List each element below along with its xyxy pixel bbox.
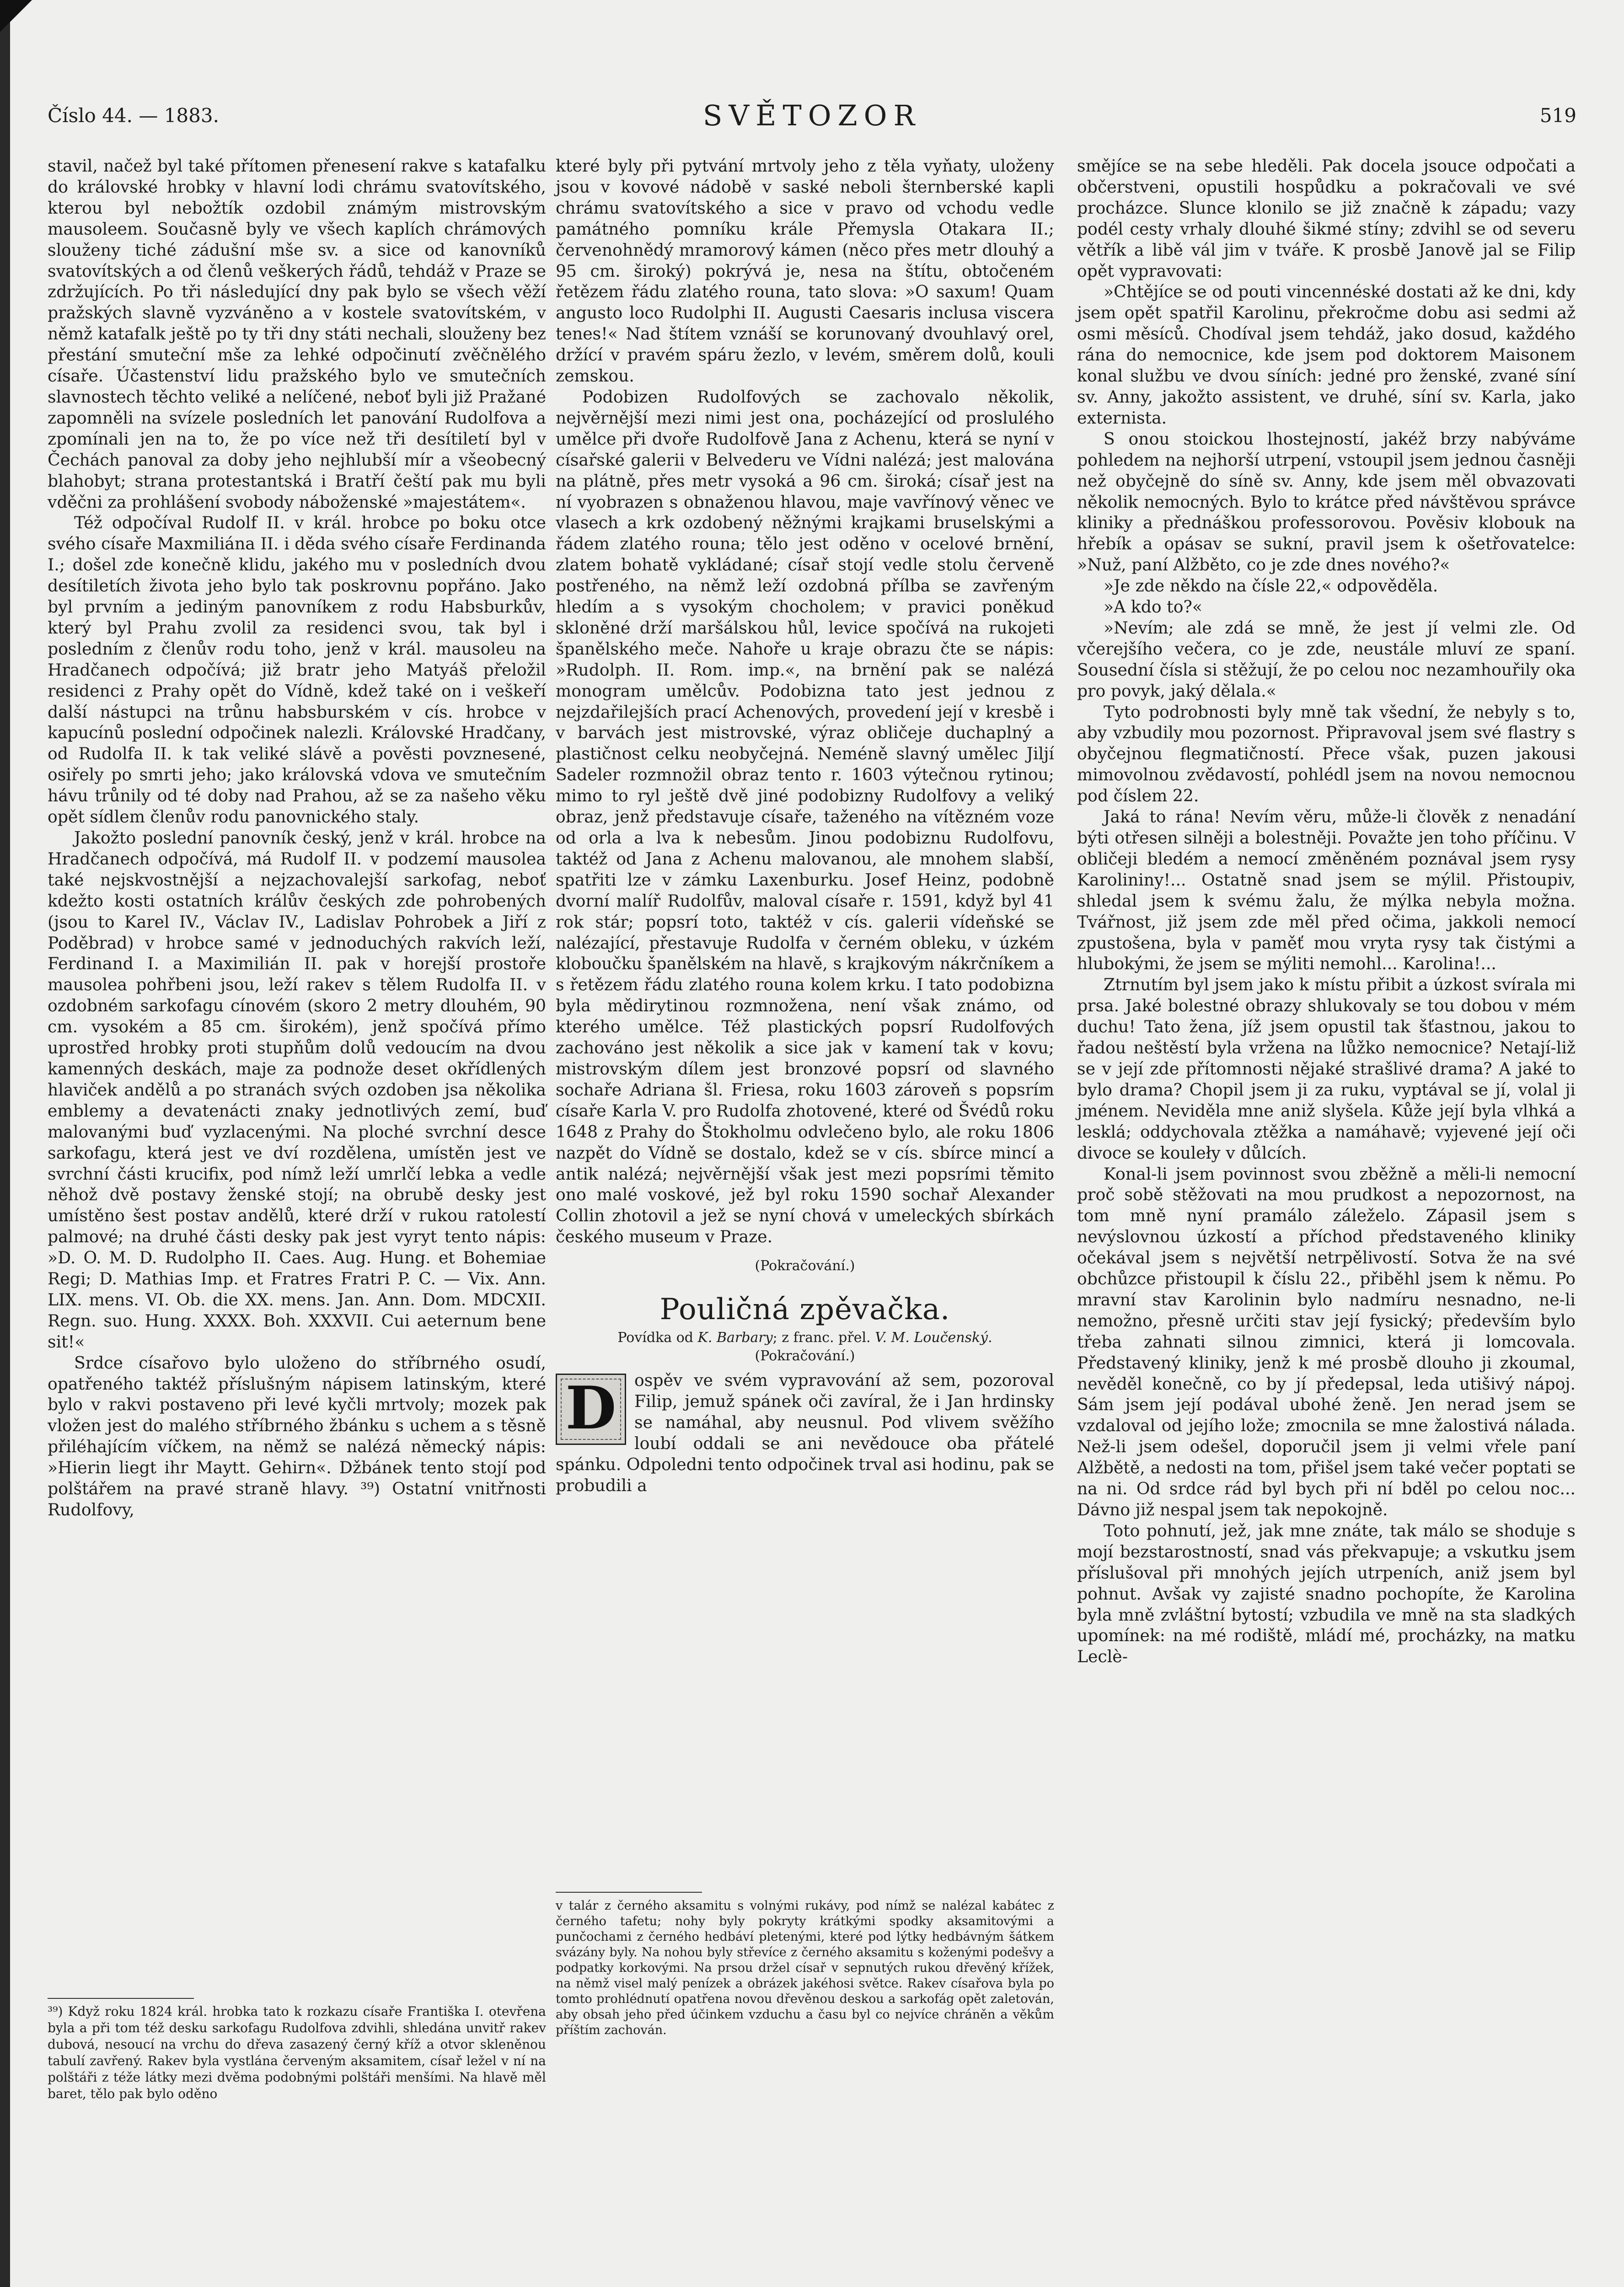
paragraph: Konal-li jsem povinnost svou zběžně a měli-li nemocní proč sobě stěžovati na mou prudkost a nepozornost, na tom mně nyní pramálo záleželo. Zápasil jsem s nevýslovnou úzkostí a příchod představeného kliniky očekával jsem s největší netrpělivostí. Sotva že na své obchůzce přistoupil k číslu 22., přiběhl jsem k němu. Po mravní stav Karolinin bylo nadmíru nesnadno, ne-li nemožno, přesně určiti stav její fysický; především bylo třeba zahnati silnou zimnici, která ji lomcovala. Představený kliniky, jenž k mé prosbě dlouho ji zkoumal, nevěděl konečně, co by jí předepsal, leda utišivý nápoj. Sám jsem její podával ubohé ženě. Jen nerad jsem se vzdaloval od jejího lože; zmocnila se mne žalostivá nálada. Než-li jsem odešel, doporučil jsem ji velmi vřele paní Alžbětě, a nedosti na tom, přišel jsem také večer poptati se na ni. Od srdce rád byl bych při ní bděl po celou noc... Dávno již nespal jsem tak nepokojně. xyxy=(1077,1164,1576,1519)
continuation-note: (Pokračování.) xyxy=(755,1258,855,1274)
paragraph: Tyto podrobnosti byly mně tak všední, že nebyly s to, aby vzbudily mou pozornost. Připravoval jsem své flastry s obyčejnou flegmatičností. Přece však, puzen jakousi mimovolnou zvědavostí, pohlédl jsem na novou nemocnou pod číslem 22. xyxy=(1077,702,1576,806)
paragraph: S onou stoickou lhostejností, jakéž brzy nabýváme pohledem na nejhorší utrpení, vstoupil jsem jednou časněji než obyčejně do síně sv. Anny, kde jsem měl obvazovati několik nemocných. Bylo to krátce před návštěvou správce kliniky a přednáškou professorovou. Pověsiv klobouk na hřebík a opásav se sukní, pravil jsem k ošetřovatelce: »Nuž, paní Alžběto, co je zde dnes nového?« xyxy=(1077,429,1576,575)
footnote-rule xyxy=(556,1892,702,1893)
issue-number: Číslo 44. — 1883. xyxy=(48,104,219,127)
story-author: K. Barbary xyxy=(697,1330,773,1346)
byline-mid: ; z franc. přel. xyxy=(772,1330,875,1346)
column-right xyxy=(1077,156,1576,1667)
paragraph: Jakožto poslední panovník český, jenž v král. hrobce na Hradčanech odpočívá, má Rudolf II. v podzemí mausolea také nejskvostnější a nejzachovalejší sarkofag, neboť kdežto kosti ostatních králův českých zde pohrobených (jsou to Karel IV., Václav IV., Ladislav Pohrobek a Jiří z Poděbrad) v hrobce samé v jednoduchých rakvích leží, Ferdinand I. a Maximilián II. pak v horejší prostoře mausolea pohřbeni jsou, leží rakev s tělem Rudolfa II. v ozdobném sarkofagu cínovém (skoro 2 metry dlouhém, 90 cm. vysokém a 85 cm. širokém), jenž spočívá přímo uprostřed hrobky proti stupňům dolů vedoucím na dvou kamenných deskách, maje za podnože deset okřídlených hlaviček andělů a po stranách svých ozdoben jsa několika emblemy a devatenácti znaky jednotlivých zemí, buď malovanými buď vyzlacenými. Na ploché svrchní desce sarkofagu, která jest ve dví rozdělena, umístěn jest ve svrchní části krucifix, pod nímž leží umrlčí lebka a vedle něhož dvě postavy ženské stojí; na obrubě desky jest umístěno šest postav andělů, které drží v rukou ratolestí palmové; na druhé části desky pak jest vyryt tento nápis: »D. O. M. D. Rudolpho II. Caes. Aug. Hung. et Bohemiae Regi; D. Mathias Imp. et Fratres Fratri P. C. — Vix. Ann. LIX. mens. VI. Ob. die XX. mens. Jan. Ann. Dom. MDCXII. Regn. suo. Hung. XXXX. Boh. XXXVII. Cui aeternum bene sit!« xyxy=(48,828,546,1352)
paragraph: které byly při pytvání mrtvoly jeho z těla vyňaty, uloženy jsou v kovové nádobě v saské neboli šternberské kapli chrámu svatovítského a sice v pravo od vchodu vedle památného pomníku krále Přemysla Otakara II.; červenohnědý mramorový kámen (něco přes metr dlouhý a 95 cm. široký) pokrývá je, nesa na štítu, obtočeném řetězem řádu zlatého rouna, tato slova: »O saxum! Quam angusto loco Rudolphi II. Augusti Caesaris inclusa viscera tenes!« Nad štítem vznáší se korunovaný dvouhlavý orel, držící v pravém spáru žezlo, v levém, směrem dolů, kouli zemskou. xyxy=(556,156,1054,386)
footnote-rule xyxy=(48,1998,194,1999)
story-title: Pouličná zpěvačka. xyxy=(659,1293,950,1327)
paragraph: stavil, načež byl také přítomen přenesení rakve s katafalku do královské hrobky v hlavní lodi chrámu svatovítského, kterou byl nebožtík ozdobil známým mistrovským mausoleem. Současně byly ve všech kaplích chrámových slouženy tiché zádušní mše sv. a sice od kanovníků svatovítských a od členů veškerých řádů, tehdáž v Praze se zdržujících. Po tři následující dny pak bylo se všech věží pražských slavně vyzváněno a v kostele svatovítském, v němž katafalk ještě po ty tři dny státi nechali, slouženy bez přestání smuteční mše za lehké odpočinutí zvěčnělého císaře. Účastenství lidu pražského bylo ve smutečních slavnostech těchto veliké a nelíčené, neboť byli již Pražané zapomněli na svízele posledních let panování Rudolfova a zpomínali jen na to, že po více než tři desítiletí byl v Čechách panoval za doby jeho nejhlubší mír a všeobecný blahobyt; strana protestantská i Bratří čeští pak mu byli vděčni za prohlášení svobody náboženské »majestátem«. xyxy=(48,156,546,512)
page-header xyxy=(48,99,1576,141)
story-translator: V. M. Loučenský xyxy=(875,1330,988,1346)
paragraph: Též odpočíval Rudolf II. v král. hrobce po boku otce svého císaře Maxmiliána II. i děda svého císaře Ferdinanda I.; došel zde konečně klidu, jakého mu v posledních dvou desítiletích života jeho bylo tak poskrovnu popřáno. Jako byl prvním a jediným panovníkem z rodu Habsburkův, který byl Prahu zvolil za residenci svou, tak byl i posledním z členův rodu toho, jenž v král. mausoleu na Hradčanech odpočívá; již bratr jeho Matyáš přeložil residenci z Prahy opět do Vídně, kdež také on i veškeří další nástupci na trůnu habsburském v cís. hrobce v kapucínů poslední odpočinek nalezli. Královské Hradčany, od Rudolfa II. k tak veliké slávě a pověsti povznesené, osiřely po smrti jeho; jako královská vdova ve smutečním hávu trůnily od té doby nad Prahou, až se za našeho věku opět sídlem členův rodu panovnického staly. xyxy=(48,513,546,827)
paragraph: Toto pohnutí, jež, jak mne znáte, tak málo se shoduje s mojí bezstarostností, snad vás překvapuje; a vskutku jsem příslušoval při mnohých jejích utrpeních, aniž jsem byl pohnut. Avšak vy zajisté snadno pochopíte, že Karolina byla mně zvláštní bytostí; vzbudila ve mně na sta sladkých upomínek: na mé rodiště, mládí mé, procházky, na matku Leclè- xyxy=(1077,1520,1576,1667)
paragraph: smějíce se na sebe hleděli. Pak docela jsouce odpočati a občerstveni, opustili hospůdku a pokračovali ve své procházce. Slunce klonilo se již značně k západu; vazy podél cesty vrhaly dlouhé šikmé stíny; zdvihl se od severu větřík a libě vál jim v tváře. K prosbě Janově jal se Filip opět vypravovati: xyxy=(1077,156,1576,281)
paragraph: Podobizen Rudolfových se zachovalo několik, nejvěrnější mezi nimi jest ona, pocházející od proslulého umělce při dvoře Rudolfově Jana z Achenu, která se nyní v císařské galerii v Belvederu ve Vídni nalézá; jest malována na plátně, přes metr vysoká a 96 cm. široká; císař jest na ní vyobrazen s obnaženou hlavou, maje vavřínový věnec ve vlasech a krk ozdobený něžnými krajkami bruselskými a řádem zlatého rouna; tělo jest oděno v ocelové brnění, zlatem bohatě vykládané; císař stojí vedle stolu červeně postřeného, na němž leží ozdobná přílba se zavřeným hledím a s vysokým chocholem; v pravici poněkud skloněné drží maršálskou hůl, levice spočívá na rukojeti španělského meče. Nahoře u kraje obrazu čte se nápis: »Rudolph. II. Rom. imp.«, na brnění pak se nalézá monogram umělcův. Podobizna tato jest jednou z nejzdařilejších prací Achenových, provedení její v kresbě i v barvách jest mistrovské, výraz obličeje duchaplný a plastičnost celku neobyčejná. Neméně slavný umělec Jiljí Sadeler rozmnožil obraz tento r. 1603 výtečnou rytinou; mimo to ryl ještě dvě jiné podobizny Rudolfovy a veliký obraz, jenž představuje císaře, taženého na vítězném voze od orla a lva k nebesům. Jinou podobiznu Rudolfovu, taktéž od Jana z Achenu malovanou, ale mnohem slabší, spatřiti lze v zámku Laxenburku. Josef Heinz, podobně dvorní malíř Rudolfův, maloval císaře r. 1591, když byl 41 rok stár; popsrí toto, taktéž v cís. galerii vídeňské se nalézající, přestavuje Rudolfa v černém obleku, v úzkém kloboučku španělském na hlavě, s krajkovým nákrčníkem a s řetězem řádu zlatého rouna kolem krku. I tato podobizna byla mědirytinou rozmnožena, není však známo, od kterého umělce. Též plastických popsrí Rudolfových zachováno jest několik a sice jak v kamení tak v kovu; mistrovským dílem jest bronzové popsrí od slavného sochaře Adriana šl. Friesa, roku 1603 zároveň s popsrím císaře Karla V. pro Rudolfa zhotovené, které od Švédů roku 1648 z Prahy do Štokholmu odvlečeno bylo, ale roku 1806 nazpět do Vídně se dostalo, kdež se v cís. sbírce mincí a antik nalézá; nejvěrnější však jest mezi popsrími těmito ono malé voskové, jež byl roku 1590 sochař Alexander Collin zhotovil a jež se nyní chová v umeleckých sbírkách českého museum v Praze. xyxy=(556,387,1054,1247)
page-number: 519 xyxy=(1539,104,1576,127)
ornamental-initial xyxy=(556,1374,626,1445)
footnote-continued: v talár z černého aksamitu s volnými rukávy, pod nímž se nalézal kabátec z černého tafetu; nohy byly pokryty krátkými spodky aksamitovými a punčochami z černého hedbáví pletenými, které pod lýtky hedbávným šátkem svázány byly. Na nohou byly střevíce z černého aksamitu s koženými podešvy a podpatky korkovými. Na prsou držel císař v sepnutých rukou dřevěný křížek, na němž visel malý penízek a obrázek jakéhosi světce. Rakev císařova byla po tomto prohlédnutí opatřena novou dřevěnou deskou a sarkofág opět zaletován, aby obsah jeho před účinkem vzduchu a času byl co nejvíce chráněn a věkům příštím zachován. xyxy=(556,1899,1054,2037)
journal-title: SVĚTOZOR xyxy=(702,99,922,132)
paragraph: Ztrnutím byl jsem jako k místu přibit a úzkost svírala mi prsa. Jaké bolestné obrazy shlukovaly se tou dobou v mém duchu! Tato žena, jíž jsem opustil tak šťastnou, jakou to řadou neštěstí byla vržena na lůžko nemocnice? Netají-liž se v její zde přítomnosti nějaké strašlivé drama? A jaké to bylo drama? Chopil jsem ji za ruku, vyptával se jí, volal ji jménem. Neviděla mne aniž slyšela. Kůže její byla vlhká a lesklá; oddychovala ztěžka a namáhavě; vyjevené její oči divoce se kouleły v důlcích. xyxy=(1077,975,1576,1163)
byline-prefix: Povídka od xyxy=(617,1330,698,1346)
dropcap-letter: D xyxy=(565,1374,616,1443)
story-byline xyxy=(556,1329,1054,1347)
paragraph: »Chtějíce se od pouti vincennéské dostati až ke dni, kdy jsem opět spatřil Karolinu, překročme dobu asi sedmi až osmi měsíců. Chodíval jsem tehdáž, jako dosud, každého rána do nemocnice, kde jsem pod doktorem Maisonem konal službu ve dvou síních: jedné pro ženské, zvané síní sv. Anny, jakožto assistent, ve druhé, síní sv. Karla, jako externista. xyxy=(1077,282,1576,428)
story-first-paragraph xyxy=(556,1370,1054,1496)
story-continuation-note: (Pokračování.) xyxy=(755,1348,855,1364)
page-corner-mark xyxy=(0,0,32,32)
column-left xyxy=(48,156,546,1520)
paragraph: Jaká to rána! Nevím věru, může-li člověk z nenadání býti otřesen silněji a bolestněji. Považte jen toho příčinu. V obličeji bledém a nemocí změněném poznával jsem rysy Karolininy!... Ostatně snad jsem se mýlil. Přistoupiv, shledal jsem k svému žalu, že mýlka nebyla možna. Tvářnost, již jsem zde měl před očima, jakkoli nemocí zpustošena, byla v paměť mou vryta rysy tak čistými a hlubokými, že jsem se mýliti nemohl... Karolina!... xyxy=(1077,807,1576,974)
paragraph: »Je zde někdo na čísle 22,« odpověděla. xyxy=(1104,576,1438,596)
column-middle xyxy=(556,156,1054,1496)
story-first-text: ospěv ve svém vypravování až sem, pozoroval Filip, jemuž spánek oči zavíral, že i Jan hrdinsky se namáhal, aby neusnul. Pod vlivem svěžího loubí oddali se ani nevědouce oba přátelé spánku. Odpoledni tento odpočinek trval asi hodinu, pak se probudili a xyxy=(556,1370,1054,1495)
paragraph: »A kdo to?« xyxy=(1104,597,1203,617)
paragraph: Srdce císařovo bylo uloženo do stříbrného osudí, opatřeného taktéž příslušným nápisem latinským, které bylo v rakvi postaveno při levé kyčli mrtvoly; mozek pak vložen jest do malého stříbrného žbánku s uchem a s těsně přiléhajícím víčkem, na němž se nalézá německý nápis: »Hierin liegt ihr Maytt. Gehirn«. Džbánek tento stojí pod polštářem na pravé straně hlavy. ³⁹) Ostatní vnitřnosti Rudolfovy, xyxy=(48,1353,546,1519)
byline-end: . xyxy=(988,1330,992,1346)
footnote-39: ³⁹) Když roku 1824 král. hrobka tato k rozkazu císaře Františka I. otevřena byla a při tom též desku sarkofagu Rudolfova zdvihli, shledána unvitř rakev dubová, nesoucí na vrchu do dřeva zasazený černý kříž a otvor skleněnou tabulí zavřený. Rakev byla vystlána červeným aksamitem, císař ležel v ní na polštáři z téže látky mezi dvěma podobnými polštáři menšími. Na hlavě měl baret, tělo pak bylo oděno xyxy=(48,2004,546,2101)
scan-edge xyxy=(0,0,10,2287)
paragraph: »Nevím; ale zdá se mně, že jest jí velmi zle. Od včerejšího večera, co je zde, neustále mluví ze spaní. Sousední čísla si stěžují, že po celou noc nezamhouřily oka pro povyk, jaký dělala.« xyxy=(1077,617,1576,701)
